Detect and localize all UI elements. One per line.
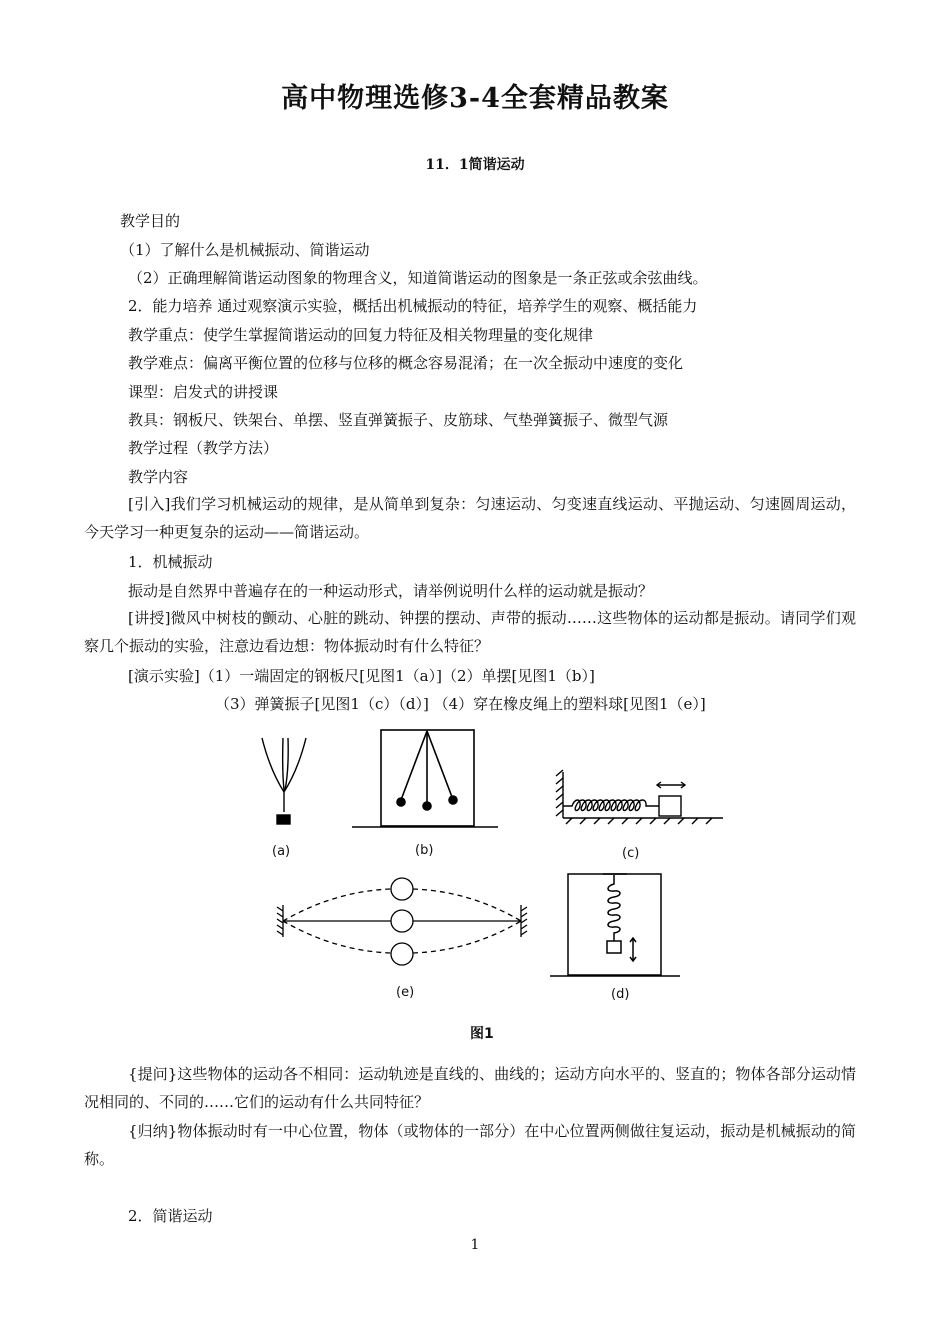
document-title: 高中物理选修3-4全套精品教案 — [281, 83, 669, 114]
teaching-difficulty: 教学难点：偏离平衡位置的位移与位移的概念容易混淆；在一次全振动中速度的变化 — [128, 354, 684, 372]
page-number: 1 — [470, 1237, 480, 1253]
lesson-type: 课型：启发式的讲授课 — [128, 383, 279, 401]
goal-item-1: （1）了解什么是机械振动、简谐运动 — [120, 241, 370, 259]
teaching-content: 教学内容 — [128, 468, 189, 486]
horizontal-spring-diagram — [556, 770, 723, 824]
teaching-process: 教学过程（教学方法） — [128, 439, 279, 457]
rubber-band-balls-diagram — [277, 878, 527, 965]
figure-caption: 图1 — [470, 1026, 494, 1042]
figure-label-d: (d) — [611, 987, 630, 1002]
steel-ruler-diagram — [262, 738, 306, 824]
figure-label-b: (b) — [415, 843, 434, 858]
figure-label-c: (c) — [622, 846, 640, 861]
demo-line-1: [演示实验]（1）一端固定的钢板尺[见图1（a）]（2）单摆[见图1（b）] — [128, 667, 595, 685]
figure-label-e: (e) — [396, 985, 415, 1000]
lecture-paragraph: [讲授]微风中树枝的颤动、心脏的跳动、钟摆的摆动、声带的振动……这些物体的运动都是振动。请同学们观察几个振动的实验，注意边看边想：物体振动时有什么特征？ — [84, 609, 856, 655]
vibration-question: 振动是自然界中普遍存在的一种运动形式，请举例说明什么样的运动就是振动？ — [128, 582, 654, 600]
intro-paragraph: [引入]我们学习机械运动的规律，是从简单到复杂：匀速运动、匀变速直线运动、平抛运动、匀速圆周运动，今天学习一种更复杂的运动——简谐运动。 — [84, 495, 856, 541]
goal-item-2: （2）正确理解简谐运动图象的物理含义，知道简谐运动的图象是一条正弦或余弦曲线。 — [128, 269, 708, 287]
ability-goal: 2．能力培养 通过观察演示实验，概括出机械振动的特征，培养学生的观察、概括能力 — [128, 297, 698, 315]
pendulum-diagram — [352, 730, 498, 827]
figure-label-a: (a) — [272, 844, 291, 859]
section-title: 11．1简谐运动 — [425, 157, 525, 173]
teaching-key-point: 教学重点：使学生掌握简谐运动的回复力特征及相关物理量的变化规律 — [128, 326, 594, 344]
question-paragraph: {提问}这些物体的运动各不相同：运动轨迹是直线的、曲线的；运动方向水平的、竖直的；物体各部分运动情况相同的、不同的……它们的运动有什么共同特征？ — [84, 1065, 856, 1111]
demo-line-2: （3）弹簧振子[见图1（c）（d）] （4）穿在橡皮绳上的塑料球[见图1（e）] — [215, 695, 706, 713]
summary-paragraph: {归纳}物体振动时有一中心位置，物体（或物体的一部分）在中心位置两侧做往复运动，振动是机械振动的简称。 — [84, 1122, 856, 1168]
vertical-spring-diagram — [550, 874, 680, 976]
teaching-goal-heading: 教学目的 — [120, 212, 181, 230]
heading-simple-harmonic-motion: 2．简谐运动 — [128, 1207, 213, 1225]
teaching-tools: 教具：钢板尺、铁架台、单摆、竖直弹簧振子、皮筋球、气垫弹簧振子、微型气源 — [128, 411, 669, 429]
heading-mechanical-vibration: 1．机械振动 — [128, 553, 213, 571]
